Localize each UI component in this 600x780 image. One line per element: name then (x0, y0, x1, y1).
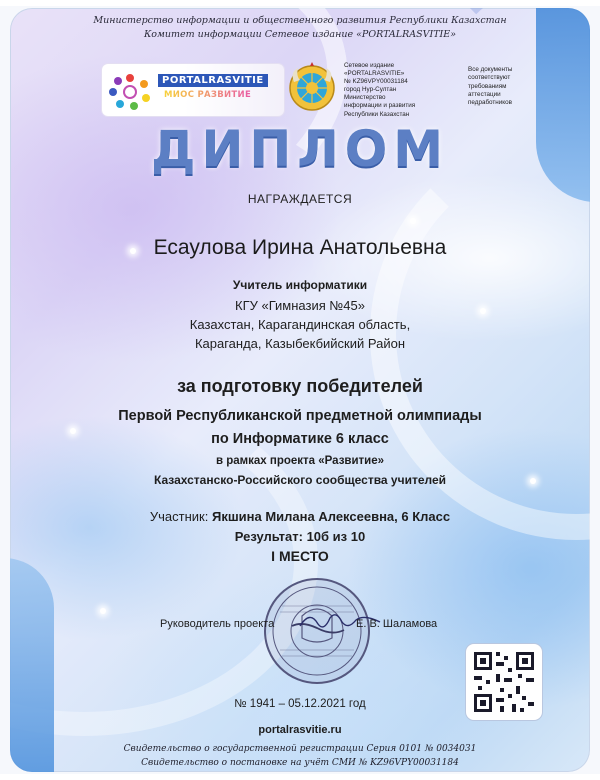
achievement-heading: за подготовку победителей (177, 376, 423, 396)
place-text: I МЕСТО (271, 548, 329, 564)
participant-value: Якшина Милана Алексеевна, 6 Класс (211, 509, 451, 524)
signature-label: Руководитель проекта (160, 618, 275, 630)
documents-note-line: требованиям (468, 82, 507, 90)
publication-info-line: «PORTALRASVITIE» (344, 70, 405, 78)
publication-info-line: № KZ96VPY00031184 (344, 78, 408, 86)
recipient-address: Казахстан, Карагандинская область, (189, 317, 411, 332)
recipient-position: Учитель информатики (232, 278, 368, 292)
documents-note-line: педработников (468, 99, 512, 107)
documents-note (468, 66, 548, 107)
result-label: Результат: (234, 529, 303, 544)
participant-line (10, 509, 590, 524)
recipient-name: Есаулова Ирина Анатольевна (153, 236, 447, 259)
kazakhstan-emblem-icon (288, 62, 336, 114)
ministry-line: Министерство информации и общественного развития Республики Казахстан (93, 15, 507, 26)
publication-info-line: Республики Казахстан (344, 110, 410, 118)
recipient-address: Караганда, Казыбекбийский Район (194, 336, 406, 351)
documents-note-line: аттестации (468, 90, 501, 98)
decor-corner-bottom-left (10, 558, 54, 772)
achievement-line: Казахстанско-Российского сообщества учителей (153, 473, 447, 487)
recipient-school: КГУ «Гимназия №45» (235, 298, 365, 313)
publication-info (344, 62, 462, 119)
awarded-label: НАГРАЖДАЕТСЯ (247, 192, 353, 206)
achievement-line: в рамках проекта «Развитие» (215, 455, 385, 467)
diploma-title: ДИПЛОМ (150, 120, 449, 178)
registration-certificate-line: Свидетельство о государственной регистрации Серия 0101 № 0034031 (123, 744, 477, 754)
achievement-line: Первой Республиканской предметной олимпиады (118, 408, 482, 424)
participant-label: Участник: (149, 509, 209, 524)
sparkle-icon (410, 218, 416, 224)
publication-info-line: Министерство (344, 94, 386, 102)
logo-brand-top: PORTALRASVITIE (158, 74, 268, 87)
achievement-line: по Информатике 6 класс (211, 431, 389, 447)
publication-info-line: город Нур-Султан (344, 86, 397, 94)
logo-brand-bottom: МИОС РАЗВИТИЕ (164, 90, 252, 100)
people-circle-icon (106, 72, 154, 110)
documents-note-line: Все документы (468, 66, 513, 73)
documents-note-line: соответствуют (468, 74, 511, 82)
result-value: 10б из 10 (306, 529, 366, 544)
result-line (10, 529, 590, 544)
website-link[interactable]: portalrasvitie.ru (258, 724, 342, 736)
sparkle-icon (100, 608, 106, 614)
committee-line: Комитет информации Сетевое издание «PORTALRASVITIE» (143, 29, 457, 40)
signature-name: Е. В. Шаламова (356, 618, 438, 630)
publication-info-line: Сетевое издание (344, 62, 395, 69)
document-number: № 1941 – 05.12.2021 год (234, 698, 366, 710)
publication-info-line: информации и развития (344, 102, 416, 110)
media-registration-line: Свидетельство о постановке на учёт СМИ № KZ96VPY00031184 (141, 758, 459, 768)
certificate-frame (10, 8, 590, 772)
portal-logo (102, 64, 284, 116)
